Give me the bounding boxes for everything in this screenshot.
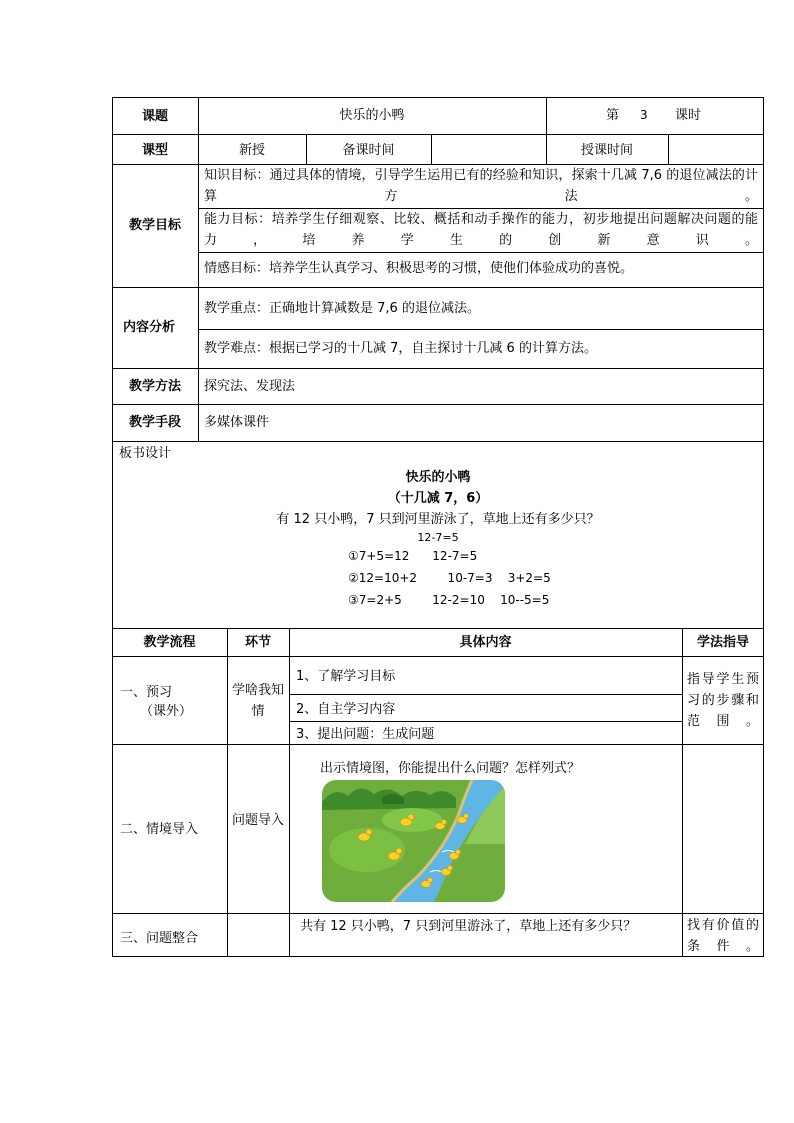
flow-preview: 一、预习 bbox=[120, 685, 173, 700]
key-point: 教学重点：正确地计算减数是 7,6 的退位减法。 bbox=[204, 301, 480, 316]
content-header: 具体内容 bbox=[459, 635, 512, 650]
board-equation: 12-7=5 bbox=[417, 531, 459, 544]
preview-item-1: 1、了解学习目标 bbox=[296, 669, 396, 684]
board-label: 板书设计 bbox=[119, 446, 172, 461]
objectives-label: 教学目标 bbox=[128, 218, 181, 233]
knowledge-objective: 知识目标：通过具体的情境，引导学生运用已有的经验和知识，探索十几减 7,6 的退位减法的计算方法。 bbox=[204, 168, 758, 204]
board-row-2: ②12=10+2 10-7=3 3+2=5 bbox=[348, 571, 551, 585]
method-label: 教学方法 bbox=[128, 379, 181, 394]
preview-item-3: 3、提出问题：生成问题 bbox=[296, 727, 435, 742]
ability-objective: 能力目标：培养学生仔细观察、比较、概括和动手操作的能力，初步地提出问题解决问题的能力，培养学生的创新意识。 bbox=[204, 212, 758, 248]
step-preview: 学啥我知情 bbox=[232, 683, 285, 719]
topic-value: 快乐的小鸭 bbox=[339, 108, 405, 123]
flow-header: 教学流程 bbox=[143, 635, 196, 650]
flow-integration: 三、问题整合 bbox=[120, 931, 199, 946]
integration-content: 共有 12 只小鸭，7 只到河里游泳了，草地上还有多少只？ bbox=[300, 919, 637, 934]
step-header: 环节 bbox=[244, 635, 271, 650]
type-value: 新授 bbox=[238, 143, 265, 158]
lesson-prefix: 第 bbox=[606, 108, 620, 123]
board-row-3: ③7=2+5 12-2=10 10--5=5 bbox=[348, 593, 550, 607]
difficulty: 教学难点：根据已学习的十几减 7，自主探讨十几减 6 的计算方法。 bbox=[204, 341, 597, 356]
content-analysis-label: 内容分析 bbox=[122, 320, 175, 335]
board-question: 有 12 只小鸭，7 只到河里游泳了，草地上还有多少只？ bbox=[276, 512, 600, 527]
emotion-objective: 情感目标：培养学生认真学习、积极思考的习惯，使他们体验成功的喜悦。 bbox=[204, 261, 634, 276]
means-label: 教学手段 bbox=[128, 415, 181, 430]
type-label: 课型 bbox=[141, 143, 168, 158]
duck-pond-illustration bbox=[322, 780, 505, 902]
guide-preview: 指导学生预习的步骤和范围。 bbox=[687, 672, 759, 729]
guide-integration: 找有价值的条件。 bbox=[687, 918, 759, 954]
scenario-prompt: 出示情境图，你能提出什么问题？怎样列式？ bbox=[320, 761, 581, 776]
topic-label: 课题 bbox=[141, 109, 168, 124]
prep-time-label: 备课时间 bbox=[342, 143, 395, 158]
board-title: 快乐的小鸭 bbox=[405, 470, 471, 485]
step-scenario: 问题导入 bbox=[232, 813, 285, 828]
method-value: 探究法、发现法 bbox=[204, 379, 296, 394]
board-subtitle: （十几减 7，6） bbox=[387, 491, 489, 506]
guide-header: 学法指导 bbox=[696, 635, 749, 650]
lesson-number: 3 bbox=[640, 108, 648, 122]
flow-preview-sub: （课外） bbox=[140, 704, 193, 719]
flow-scenario: 二、情境导入 bbox=[120, 822, 199, 837]
lesson-suffix: 课时 bbox=[675, 108, 702, 123]
means-value: 多媒体课件 bbox=[204, 415, 270, 430]
teach-time-label: 授课时间 bbox=[580, 143, 633, 158]
preview-item-2: 2、自主学习内容 bbox=[296, 702, 396, 717]
board-row-1: ①7+5=12 12-7=5 bbox=[348, 549, 478, 563]
